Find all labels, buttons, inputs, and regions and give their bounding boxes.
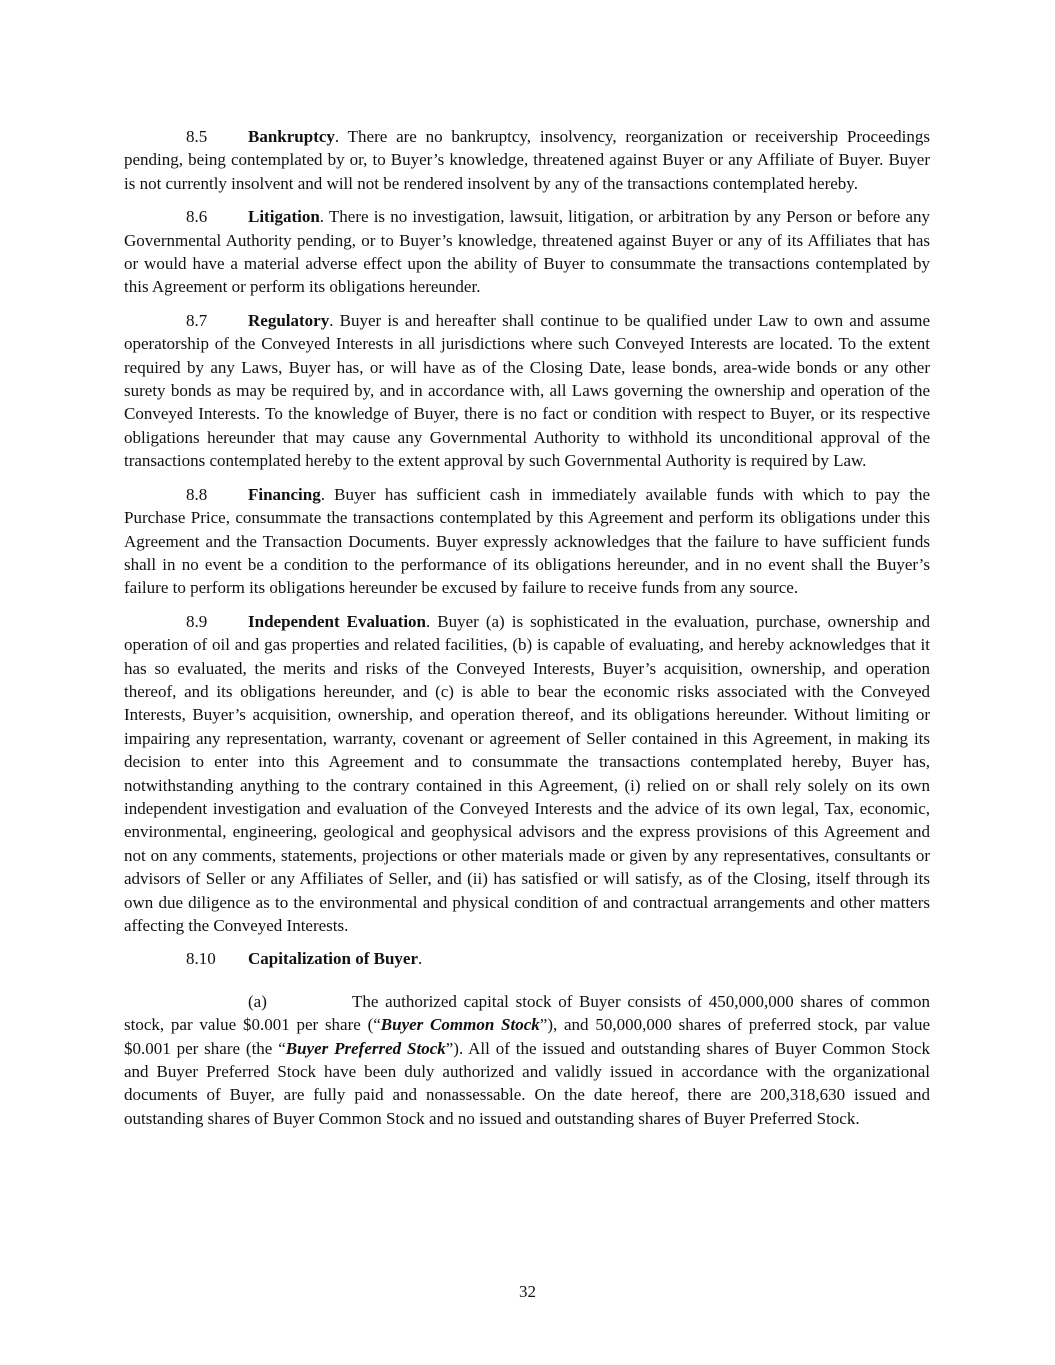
section-title: Financing (248, 484, 321, 504)
subsection-label: (a) (248, 991, 267, 1011)
section-paragraph-8-10 (124, 947, 930, 970)
section-number: 8.8 (186, 484, 208, 504)
section-paragraph-8-6 (124, 205, 930, 299)
subsection-a-paragraph (124, 990, 930, 1130)
defined-term-buyer-preferred-stock: Buyer Preferred Stock (285, 1038, 446, 1058)
section-title: Regulatory (248, 310, 330, 330)
section-number: 8.5 (186, 127, 208, 146)
section-number: 8.10 (186, 949, 216, 969)
page-number: 32 (519, 1282, 536, 1301)
section-body: . Buyer (a) is sophisticated in the evaluation, purchase, ownership and operation of oil and gas properties and related facilities, (b) is capable of evaluating, and hereby acknowledges that it has so evaluated, the merits and risks of the Conveyed Interests, Buyer’s acquisition, ownership, and operation thereof, and its obligations hereunder, and (c) is able to bear the economic risks associated with the Conveyed Interests, Buyer’s acquisition, ownership, and operation thereof, and its obligations hereunder. Without limiting or impairing any representation, warranty, covenant or agreement of Seller contained in this Agreement, in making its decision to enter into this Agreement and to consummate the transactions contemplated hereby, Buyer has, notwithstanding anything to the contrary contained in this Agreement, (i) relied on or shall rely solely on its own independent investigation and evaluation of the Conveyed Interests and the advice of its own legal, Tax, economic, environmental, engineering, geological and geophysical advisors and the express provisions of this Agreement and not on any comments, statements, projections or other materials made or given by any representatives, consultants or advisors of Seller or any Affiliates of Seller, and (ii) has satisfied or will satisfy, as of the Closing, itself through its own due diligence as to the environmental and physical condition of and contractual arrangements and other matters affecting the Conveyed Interests. (124, 611, 930, 935)
section-title: Independent Evaluation (248, 611, 427, 631)
section-paragraph-8-7 (124, 309, 930, 473)
section-number: 8.6 (186, 207, 208, 227)
section-body: . There is no investigation, lawsuit, litigation, or arbitration by any Person or before any Governmental Authority pending, or to Buyer’s knowledge, threatened against Buyer or any of its Affiliates that has or would have a material adverse effect upon the ability of Buyer to consummate the transactions contemplated by this Agreement or perform its obligations hereunder. (124, 207, 930, 297)
section-paragraph-8-8 (124, 483, 930, 600)
subsection-text: ”). All of the issued and outstanding shares of Buyer Common Stock and Buyer Preferred Stock have been duly authorized and validly issued in accordance with the organizational documents of Buyer, are fully paid and nonassessable. On the date hereof, there are 200,318,630 issued and outstanding shares of Buyer Common Stock and no issued and outstanding shares of Buyer Preferred Stock. (124, 1038, 930, 1128)
section-body: . Buyer has sufficient cash in immediately available funds with which to pay the Purchase Price, consummate the transactions contemplated by this Agreement and perform its obligations under this Agreement and the Transaction Documents. Buyer expressly acknowledges that the failure to have sufficient funds shall in no event be a condition to the performance of its obligations hereunder, and in no event shall the Buyer’s failure to perform its obligations hereunder be excused by failure to receive funds from any source. (124, 484, 930, 598)
defined-term-buyer-common-stock: Buyer Common Stock (380, 1015, 540, 1035)
section-number: 8.9 (186, 611, 208, 631)
section-paragraph-8-5 (124, 125, 930, 195)
page-footer (0, 1280, 1055, 1303)
section-title: Litigation (248, 207, 320, 227)
section-paragraph-8-9 (124, 610, 930, 938)
section-body: . There are no bankruptcy, insolvency, reorganization or receivership Proceedings pending, being contemplated by or, to Buyer’s knowledge, threatened against Buyer or any Affiliate of Buyer. Buyer is not currently insolvent and will not be rendered insolvent by any of the transactions contemplated hereby. (124, 127, 930, 193)
document-content (124, 125, 930, 1140)
section-title: Capitalization of Buyer (248, 949, 418, 969)
section-number: 8.7 (186, 310, 208, 330)
subsection-text: ”), and 50,000,000 shares of preferred stock, par value $0.001 per share (the “ (124, 1015, 930, 1058)
section-body: . (418, 949, 423, 969)
section-title: Bankruptcy (248, 127, 335, 146)
section-body: . Buyer is and hereafter shall continue to be qualified under Law to own and assume operatorship of the Conveyed Interests in all jurisdictions where such Conveyed Interests are located. To the extent required by any Laws, Buyer has, or will have as of the Closing Date, lease bonds, area-wide bonds or any other surety bonds as may be required by, and in accordance with, all Laws governing the ownership and operation of the Conveyed Interests. To the knowledge of Buyer, there is no fact or condition with respect to Buyer, or its respective obligations hereunder that may cause any Governmental Authority to withhold its unconditional approval of the transactions contemplated hereby to the extent approval by such Governmental Authority is required by Law. (124, 310, 930, 471)
subsection-text: The authorized capital stock of Buyer consists of 450,000,000 shares of common stock, par value $0.001 per share (“ (124, 991, 930, 1035)
